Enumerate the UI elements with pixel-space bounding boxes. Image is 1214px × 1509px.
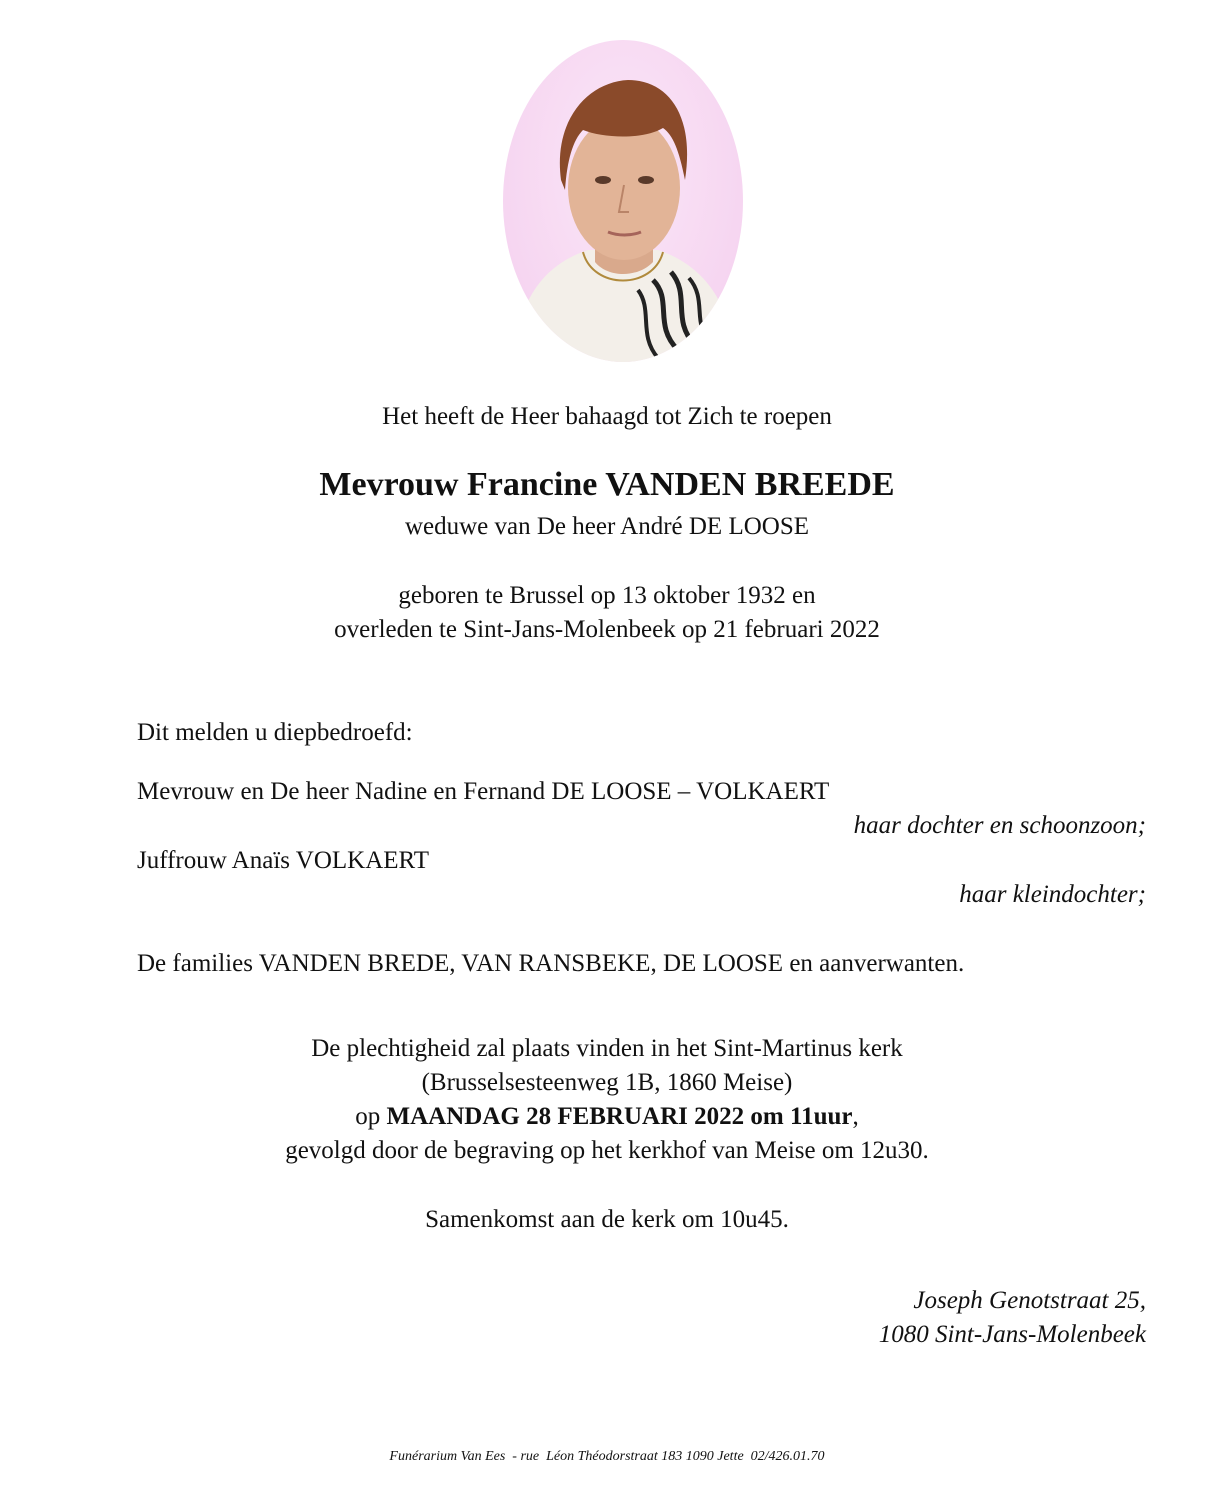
- ceremony-address: (Brusselsesteenweg 1B, 1860 Meise): [421, 1069, 793, 1096]
- ceremony-date: MAANDAG 28 FEBRUARI 2022 om 11uur: [386, 1103, 853, 1130]
- intro-text: Het heeft de Heer bahaagd tot Zich te roepen: [382, 403, 832, 430]
- ceremony-date-suffix: ,: [852, 1103, 859, 1130]
- mourner-relation: haar dochter en schoonzoon;: [853, 812, 1146, 839]
- families-text: De families VANDEN BREDE, VAN RANSBEKE, DE LOOSE en aanverwanten.: [137, 950, 965, 977]
- mourner-relation: haar kleindochter;: [959, 881, 1146, 908]
- burial-line: gevolgd door de begraving op het kerkhof van Meise om 12u30.: [285, 1137, 929, 1164]
- ceremony-location: De plechtigheid zal plaats vinden in het Sint-Martinus kerk: [311, 1035, 903, 1062]
- ceremony-date-line: [0, 1100, 1214, 1134]
- ceremony-date-prefix: op: [355, 1103, 387, 1130]
- meeting-text: Samenkomst aan de kerk om 10u45.: [425, 1206, 789, 1233]
- birth-line: geboren te Brussel op 13 oktober 1932 en: [398, 582, 816, 609]
- announce-text: Dit melden u diepbedroefd:: [137, 719, 413, 746]
- portrait-photo: [503, 40, 743, 362]
- address-line-1: Joseph Genotstraat 25,: [913, 1287, 1146, 1314]
- address-line-2: 1080 Sint-Jans-Molenbeek: [878, 1321, 1146, 1348]
- mourner-name: Juffrouw Anaïs VOLKAERT: [137, 847, 430, 874]
- deceased-name: Mevrouw Francine VANDEN BREEDE: [319, 466, 895, 503]
- funeral-home-footer: Funérarium Van Ees - rue Léon Théodorstraat 183 1090 Jette 02/426.01.70: [389, 1449, 825, 1464]
- spouse-line: weduwe van De heer André DE LOOSE: [404, 513, 810, 540]
- portrait-illustration: [503, 40, 743, 362]
- death-line: overleden te Sint-Jans-Molenbeek op 21 februari 2022: [334, 616, 880, 643]
- mourner-name: Mevrouw en De heer Nadine en Fernand DE LOOSE – VOLKAERT: [137, 778, 830, 805]
